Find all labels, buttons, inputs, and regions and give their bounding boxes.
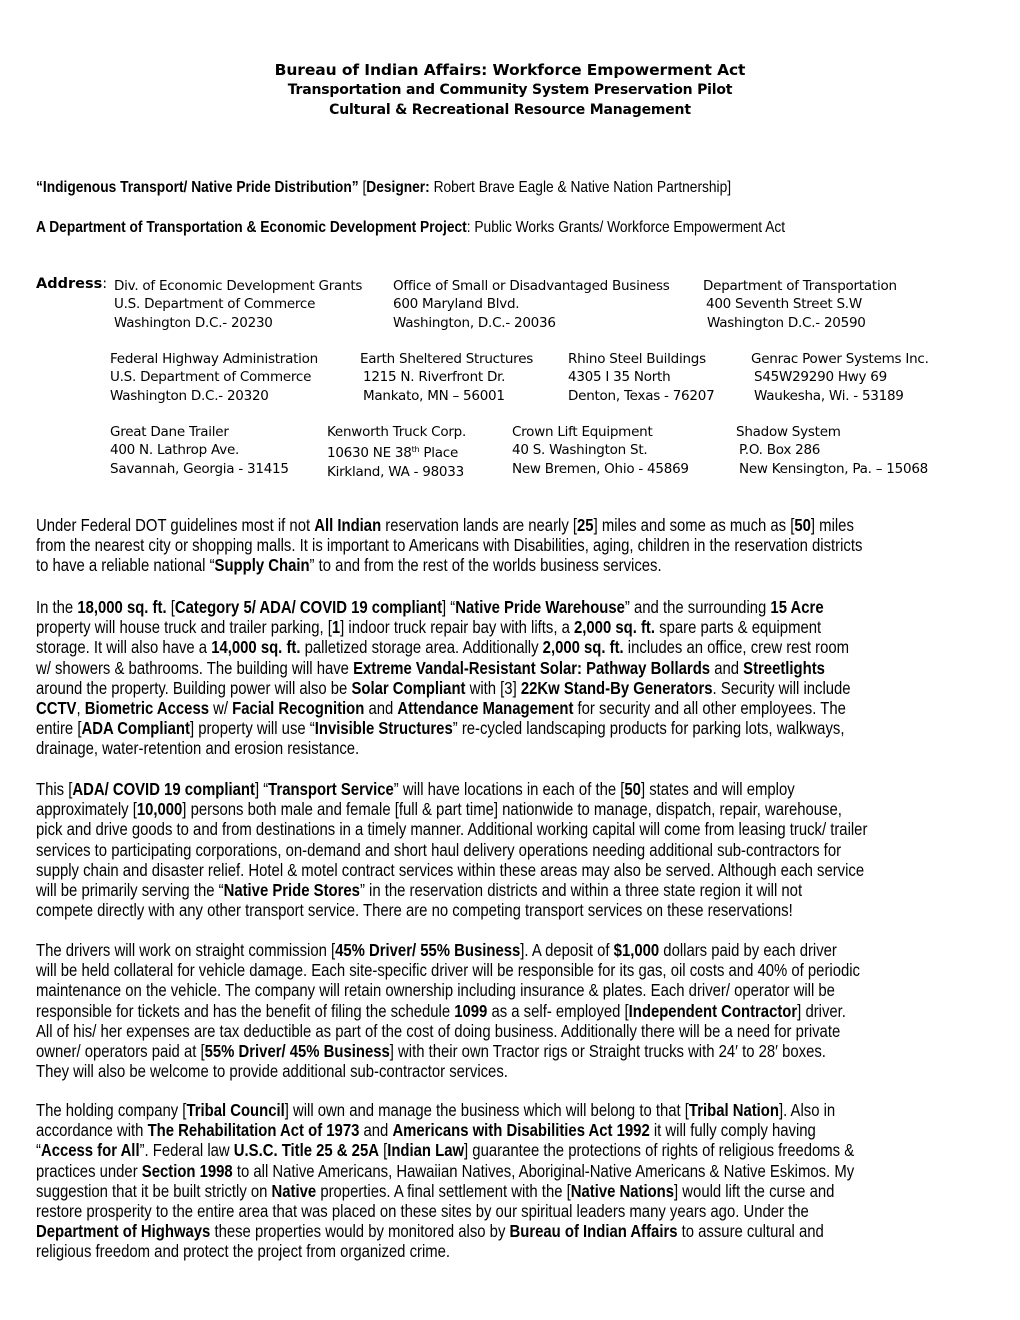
text-run: will be primarily serving the “ <box>36 880 224 901</box>
address-entry <box>114 277 362 332</box>
department-label: A Department of Transportation & Economic Development Project <box>36 219 467 236</box>
text-run: [ <box>166 597 175 617</box>
emphasis-text: The Rehabilitation Act of 1973 <box>147 1120 360 1141</box>
text-run: ] miles <box>810 515 854 535</box>
emphasis-text: Native Nations <box>570 1180 675 1201</box>
document-header <box>0 60 1020 120</box>
address-entry <box>110 423 289 478</box>
text-run: ] would lift the curse and <box>674 1180 835 1201</box>
paragraph-line <box>36 1021 977 1041</box>
paragraph-line <box>36 1181 977 1201</box>
emphasis-text: 22Kw Stand-By Generators <box>520 677 713 698</box>
emphasis-text: Tribal Council <box>186 1100 285 1120</box>
address-line: U.S. Department of Commerce <box>110 369 312 386</box>
emphasis-text: U.S.C. Title 25 & 25A <box>233 1140 379 1161</box>
address-line: Waukesha, Wi. - 53189 <box>754 387 904 404</box>
text-run: reservation lands are nearly [ <box>381 515 578 535</box>
emphasis-text: $1,000 <box>613 940 660 960</box>
address-line: 40 S. Washington St. <box>512 442 648 459</box>
address-entry <box>751 350 929 405</box>
paragraph-line <box>36 1241 977 1261</box>
designer-value: Robert Brave Eagle & Native Nation Partnership] <box>429 179 732 196</box>
text-run: it will fully comply having <box>649 1120 816 1141</box>
project-line <box>36 178 844 197</box>
address-label: Address: <box>36 276 108 292</box>
document-subtitle-2: Cultural & Recreational Resource Management <box>329 102 691 118</box>
text-run: ] property will use “ <box>189 718 315 739</box>
text-run: The holding company [ <box>36 1100 187 1120</box>
address-line: 600 Maryland Blvd. <box>393 296 520 313</box>
text-run: ” re-cycled landscaping products for parking lots, walkways, <box>452 718 845 739</box>
text-run: and <box>359 1120 393 1141</box>
text-run: ] indoor truck repair bay with lifts, a <box>340 617 575 638</box>
text-run: will be held collateral for vehicle damage. Each site-specific driver will be responsible for its gas, oil costs and 40% of periodic <box>36 960 860 981</box>
document-subtitle-1: Transportation and Community System Preservation Pilot <box>287 82 733 98</box>
emphasis-text: Indian Law <box>387 1140 465 1161</box>
text-run: properties. A final settlement with the [ <box>316 1180 571 1201</box>
address-line: 400 N. Lathrop Ave. <box>110 442 240 459</box>
text-run: accordance with <box>36 1120 148 1141</box>
text-run: to have a reliable national “ <box>36 555 215 576</box>
text-run: to assure cultural and <box>677 1221 824 1242</box>
text-run: and <box>710 657 744 678</box>
text-run: ] guarantee the protections of rights of religious freedoms & <box>464 1140 855 1161</box>
text-run: with [3] <box>465 677 521 698</box>
emphasis-text: Independent Contractor <box>628 1000 798 1021</box>
text-run: as a self- employed [ <box>487 1000 629 1021</box>
emphasis-text: Supply Chain <box>214 555 310 576</box>
address-name: Earth Sheltered Structures <box>360 351 534 367</box>
department-line <box>36 218 907 237</box>
paragraph-line <box>36 555 977 575</box>
project-name: “Indigenous Transport/ Native Pride Distribution” <box>36 179 359 196</box>
text-run: ” will have locations in each of the [ <box>393 779 625 799</box>
paragraph-line <box>36 535 977 555</box>
address-line: Washington D.C.- 20230 <box>114 314 273 331</box>
text-run: ] states and will employ <box>640 779 795 799</box>
address-line: Savannah, Georgia - 31415 <box>110 460 289 477</box>
paragraph-line <box>36 880 977 900</box>
paragraph-line <box>36 1140 977 1160</box>
text-run: ] driver. <box>797 1000 846 1021</box>
text-run: practices under <box>36 1160 142 1181</box>
address-name: Rhino Steel Buildings <box>568 351 706 367</box>
address-name: Div. of Economic Development Grants <box>114 278 363 294</box>
paragraph-line <box>36 1041 977 1061</box>
document-title: Bureau of Indian Affairs: Workforce Empowerment Act <box>274 61 746 79</box>
address-name: Great Dane Trailer <box>110 424 229 440</box>
text-run: spare parts & equipment <box>655 617 822 638</box>
body-paragraph <box>36 515 977 576</box>
address-name: Crown Lift Equipment <box>512 424 653 440</box>
emphasis-text: 2,000 sq. ft. <box>574 617 656 638</box>
text-run: ” in the reservation districts and within a three state region it will not <box>359 880 803 901</box>
address-entry <box>703 277 897 332</box>
text-run: property will house truck and trailer parking, [ <box>36 617 332 638</box>
paragraph-line <box>36 960 977 980</box>
text-run: supply chain and disaster relief. Hotel & motel contract services within these areas may also be served. Although each service <box>36 859 865 880</box>
paragraph-line <box>36 1221 977 1241</box>
address-line: P.O. Box 286 <box>739 442 821 459</box>
paragraph-line <box>36 515 977 535</box>
emphasis-text: Biometric Access <box>84 698 210 719</box>
emphasis-text: Native Pride Stores <box>223 880 360 901</box>
address-entry <box>360 350 533 405</box>
paragraph-line <box>36 617 977 637</box>
text-run: ” and the surrounding <box>624 597 771 617</box>
paragraph-line <box>36 1001 977 1021</box>
text-run: ] “ <box>254 779 269 799</box>
emphasis-text: Solar Compliant <box>351 677 466 698</box>
address-line: Mankato, MN – 56001 <box>363 387 505 404</box>
address-line: 10630 NE 38th Place <box>327 445 458 462</box>
paragraph-line <box>36 678 977 698</box>
emphasis-text: Department of Highways <box>36 1221 211 1242</box>
emphasis-text: 1099 <box>454 1000 488 1021</box>
paragraph-line <box>36 1100 977 1120</box>
address-line: 4305 I 35 North <box>568 369 671 386</box>
text-run: ]. Also in <box>778 1100 836 1120</box>
paragraph-line <box>36 799 977 819</box>
text-run: for security and all other employees. The <box>573 698 846 719</box>
text-run: “ <box>36 1140 41 1161</box>
paragraph-line <box>36 637 977 657</box>
body-paragraph <box>36 597 977 759</box>
emphasis-text: 14,000 sq. ft. <box>211 637 301 658</box>
paragraph-line <box>36 1201 977 1221</box>
body-paragraph <box>36 940 977 1081</box>
text-run: ] miles and some as much as [ <box>593 515 795 535</box>
designer-label: Designer: <box>366 179 430 196</box>
emphasis-text: Transport Service <box>268 779 394 799</box>
text-run: responsible for tickets and has the benefit of filing the schedule <box>36 1000 455 1021</box>
text-run: palletized storage area. Additionally <box>300 637 543 658</box>
text-run: compete directly with any other transport service. There are no competing transport services on these reservations! <box>36 900 793 921</box>
emphasis-text: Native <box>271 1180 317 1201</box>
paragraph-line <box>36 840 977 860</box>
text-run: w/ <box>209 698 233 719</box>
text-run: entire [ <box>36 718 82 739</box>
address-entry <box>568 350 714 405</box>
address-name: Shadow System <box>736 424 841 440</box>
text-run: This [ <box>36 779 73 799</box>
text-run: pick and drive goods to and from destinations in a timely manner. Additional working capital will come from leasing truck/ trailer <box>36 819 868 840</box>
address-name: Federal Highway Administration <box>110 351 318 367</box>
text-run: storage. It will also have a <box>36 637 212 658</box>
address-line: Washington D.C.- 20590 <box>707 314 866 331</box>
text-run: ” to and from the rest of the worlds business services. <box>309 555 662 576</box>
text-run: services to participating corporations, on-demand and short haul delivery operations needing additional sub-contractors for <box>36 839 842 860</box>
address-entry <box>512 423 689 478</box>
text-run: [ <box>378 1140 388 1161</box>
bracket: [ <box>358 179 367 196</box>
emphasis-text: Attendance Management <box>397 698 574 719</box>
address-name: Kenworth Truck Corp. <box>327 424 467 440</box>
department-line-text <box>36 219 785 237</box>
emphasis-text: 50 <box>624 779 641 799</box>
text-run: restore prosperity to the entire area that was placed on these sites by our spiritual leaders many years ago. Under the <box>36 1201 809 1222</box>
text-run: All of his/ her expenses are tax deductible as part of the cost of doing business. Additionally there will be a need for private <box>36 1020 841 1041</box>
text-run: ] persons both male and female [full & part time] nationwide to manage, dispatch, repair, warehouse, <box>182 799 842 820</box>
address-line: Kirkland, WA - 98033 <box>327 463 464 480</box>
emphasis-text: Streetlights <box>743 657 825 678</box>
address-entry <box>736 423 928 478</box>
paragraph-line <box>36 698 977 718</box>
address-line: U.S. Department of Commerce <box>114 296 316 313</box>
paragraph-line <box>36 1120 977 1140</box>
emphasis-text: 15 Acre <box>770 597 824 617</box>
address-line: Denton, Texas - 76207 <box>568 387 715 404</box>
text-run: ”. Federal law <box>139 1140 234 1161</box>
body-paragraph <box>36 1100 977 1262</box>
emphasis-text: 25 <box>577 515 594 535</box>
text-run: drainage, water-retention and erosion resistance. <box>36 738 360 759</box>
emphasis-text: Access for All <box>40 1140 140 1161</box>
address-entry <box>327 423 466 481</box>
emphasis-text: Facial Recognition <box>232 698 365 719</box>
paragraph-line <box>36 1161 977 1181</box>
address-line: 1215 N. Riverfront Dr. <box>363 369 506 386</box>
address-line: Washington, D.C.- 20036 <box>393 314 556 331</box>
text-run: They will also be welcome to provide additional sub-contractor services. <box>36 1061 508 1082</box>
address-line: 400 Seventh Street S.W <box>706 296 862 313</box>
address-line: New Bremen, Ohio - 45869 <box>512 460 689 477</box>
address-line: New Kensington, Pa. – 15068 <box>739 460 929 477</box>
emphasis-text: Tribal Nation <box>688 1100 779 1120</box>
text-run: The drivers will work on straight commission [ <box>36 940 336 960</box>
emphasis-text: Bureau of Indian Affairs <box>509 1221 678 1242</box>
text-run: ]. A deposit of <box>520 940 614 960</box>
text-run: w/ showers & bathrooms. The building will have <box>36 657 354 678</box>
paragraph-line <box>36 860 977 880</box>
address-name: Department of Transportation <box>703 278 897 294</box>
emphasis-text: ADA Compliant <box>81 718 190 739</box>
text-run: owner/ operators paid at [ <box>36 1041 205 1062</box>
emphasis-text: 50 <box>794 515 811 535</box>
address-entry <box>393 277 670 332</box>
text-run: and <box>364 698 398 719</box>
text-run: In the <box>36 597 78 617</box>
address-entry <box>110 350 318 405</box>
text-run: Under Federal DOT guidelines most if not <box>36 515 315 535</box>
text-run: maintenance on the vehicle. The company will retain ownership including insurance & plates. Each driver/ operator will be <box>36 980 835 1001</box>
address-name: Office of Small or Disadvantaged Business <box>393 278 670 294</box>
text-run: includes an office, crew rest room <box>623 637 850 658</box>
text-run: religious freedom and protect the project from organized crime. <box>36 1241 451 1262</box>
paragraph-line <box>36 940 977 960</box>
paragraph-line <box>36 819 977 839</box>
paragraph-line <box>36 1061 977 1081</box>
text-run: ] with their own Tractor rigs or Straight trucks with 24′ to 28′ boxes. <box>389 1041 826 1062</box>
emphasis-text: 45% Driver/ 55% Business <box>335 940 521 960</box>
text-run: ] will own and manage the business which will belong to that [ <box>284 1100 689 1120</box>
emphasis-text: All Indian <box>314 515 382 535</box>
emphasis-text: Native Pride Warehouse <box>455 597 625 617</box>
emphasis-text: Category 5/ ADA/ COVID 19 compliant <box>174 597 443 617</box>
text-run: from the nearest city or shopping malls. It is important to Americans with Disabilities, aging, children in the reservation districts <box>36 535 863 556</box>
emphasis-text: Americans with Disabilities Act 1992 <box>392 1120 650 1141</box>
paragraph-line <box>36 718 977 738</box>
emphasis-text: 18,000 sq. ft. <box>77 597 167 617</box>
emphasis-text: Extreme Vandal-Resistant Solar: Pathway Bollards <box>353 657 711 678</box>
address-line: S45W29290 Hwy 69 <box>754 369 887 386</box>
emphasis-text: Invisible Structures <box>314 718 453 739</box>
address-name: Genrac Power Systems Inc. <box>751 351 929 367</box>
department-value: : Public Works Grants/ Workforce Empowerment Act <box>466 219 786 236</box>
text-run: these properties would by monitored also by <box>210 1221 510 1242</box>
text-run: ] “ <box>442 597 456 617</box>
emphasis-text: CCTV <box>36 698 77 719</box>
text-run: to all Native Americans, Hawaiian Natives, Aboriginal-Native Americans & Native Eskimos. My <box>232 1160 855 1181</box>
emphasis-text: ADA/ COVID 19 compliant <box>72 779 255 799</box>
emphasis-text: Section 1998 <box>141 1160 233 1181</box>
text-run: dollars paid by each driver <box>659 940 837 960</box>
emphasis-text: 55% Driver/ 45% Business <box>204 1041 390 1062</box>
text-run: , <box>76 698 85 719</box>
paragraph-line <box>36 738 977 758</box>
paragraph-line <box>36 980 977 1000</box>
emphasis-text: 2,000 sq. ft. <box>542 637 624 658</box>
address-line: Washington D.C.- 20320 <box>110 387 269 404</box>
text-run: suggestion that it be built strictly on <box>36 1180 272 1201</box>
paragraph-line <box>36 658 977 678</box>
emphasis-text: 1 <box>331 617 341 638</box>
emphasis-text: 10,000 <box>136 799 183 820</box>
paragraph-line <box>36 900 977 920</box>
text-run: around the property. Building power will also be <box>36 677 352 698</box>
text-run: approximately [ <box>36 799 137 820</box>
paragraph-line <box>36 597 977 617</box>
project-line-text <box>36 179 731 197</box>
paragraph-line <box>36 779 977 799</box>
body-paragraph <box>36 779 977 920</box>
text-run: . Security will include <box>712 677 851 698</box>
